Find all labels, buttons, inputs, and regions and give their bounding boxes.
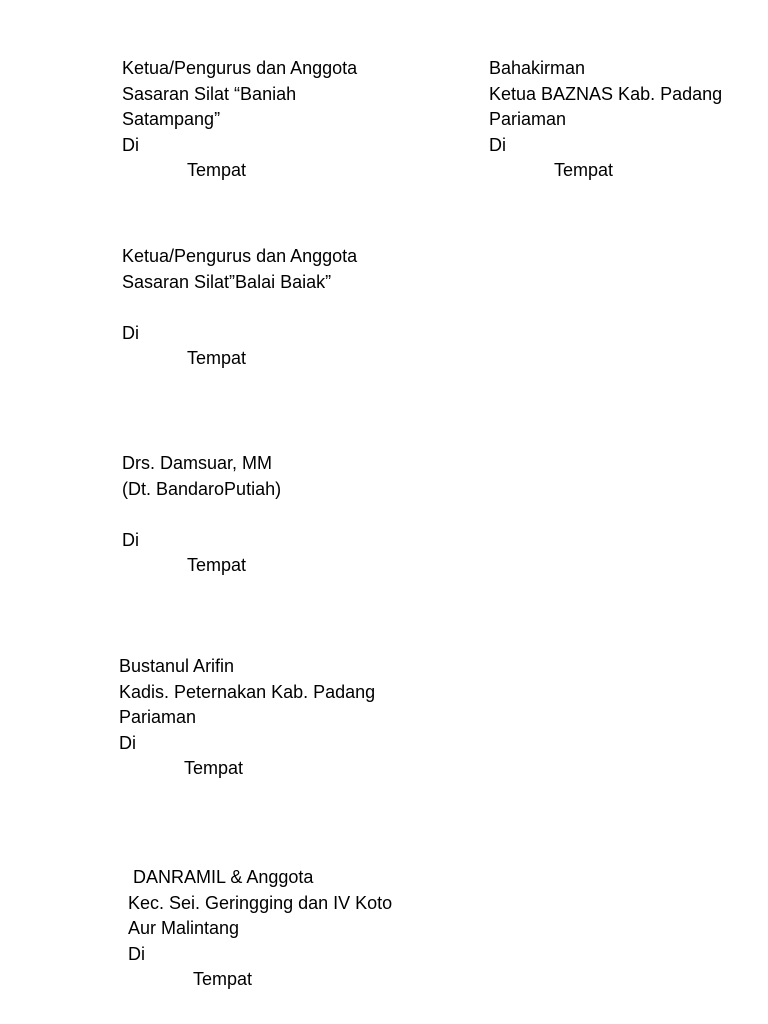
recipient-line: Kadis. Peternakan Kab. Padang xyxy=(119,681,376,702)
recipient-line: Pariaman xyxy=(489,109,567,129)
recipient-line: Aur Malintang xyxy=(128,918,240,938)
recipient-line: Sasaran Silat “Baniah xyxy=(122,83,297,104)
tempat-label: Tempat xyxy=(187,555,247,575)
recipient-line: Kec. Sei. Geringging dan IV Koto xyxy=(128,892,393,913)
recipient-line: Ketua/Pengurus dan Anggota xyxy=(122,246,358,266)
di-label: Di xyxy=(122,134,139,155)
recipient-line: Bustanul Arifin xyxy=(119,656,235,676)
blank-line xyxy=(122,295,357,321)
recipient-line: (Dt. BandaroPutiah) xyxy=(122,478,282,499)
recipient-line: DANRAMIL & Anggota xyxy=(133,867,314,887)
address-block-sasaran-balai-baiak xyxy=(122,244,357,372)
tempat-label: Tempat xyxy=(193,969,253,989)
address-block-baznas xyxy=(489,56,722,184)
di-label: Di xyxy=(122,529,139,550)
recipient-line: Drs. Damsuar, MM xyxy=(122,453,273,473)
blank-line xyxy=(122,502,281,528)
address-block-bustanul-arifin xyxy=(119,654,375,782)
recipient-line: Pariaman xyxy=(119,707,197,727)
tempat-label: Tempat xyxy=(554,160,614,180)
address-block-damsuar xyxy=(122,451,281,579)
recipient-line: Sasaran Silat”Balai Baiak” xyxy=(122,271,332,292)
address-block-danramil xyxy=(128,865,392,993)
di-label: Di xyxy=(489,134,506,155)
tempat-label: Tempat xyxy=(187,348,247,368)
di-label: Di xyxy=(119,732,136,753)
recipient-line: Satampang” xyxy=(122,109,221,129)
address-block-sasaran-baniah-satampang xyxy=(122,56,357,184)
recipient-line: Ketua BAZNAS Kab. Padang xyxy=(489,83,723,104)
di-label: Di xyxy=(128,943,145,964)
recipient-line: Ketua/Pengurus dan Anggota xyxy=(122,58,358,78)
tempat-label: Tempat xyxy=(187,160,247,180)
recipient-line: Bahakirman xyxy=(489,58,586,78)
tempat-label: Tempat xyxy=(184,758,244,778)
di-label: Di xyxy=(122,322,139,343)
